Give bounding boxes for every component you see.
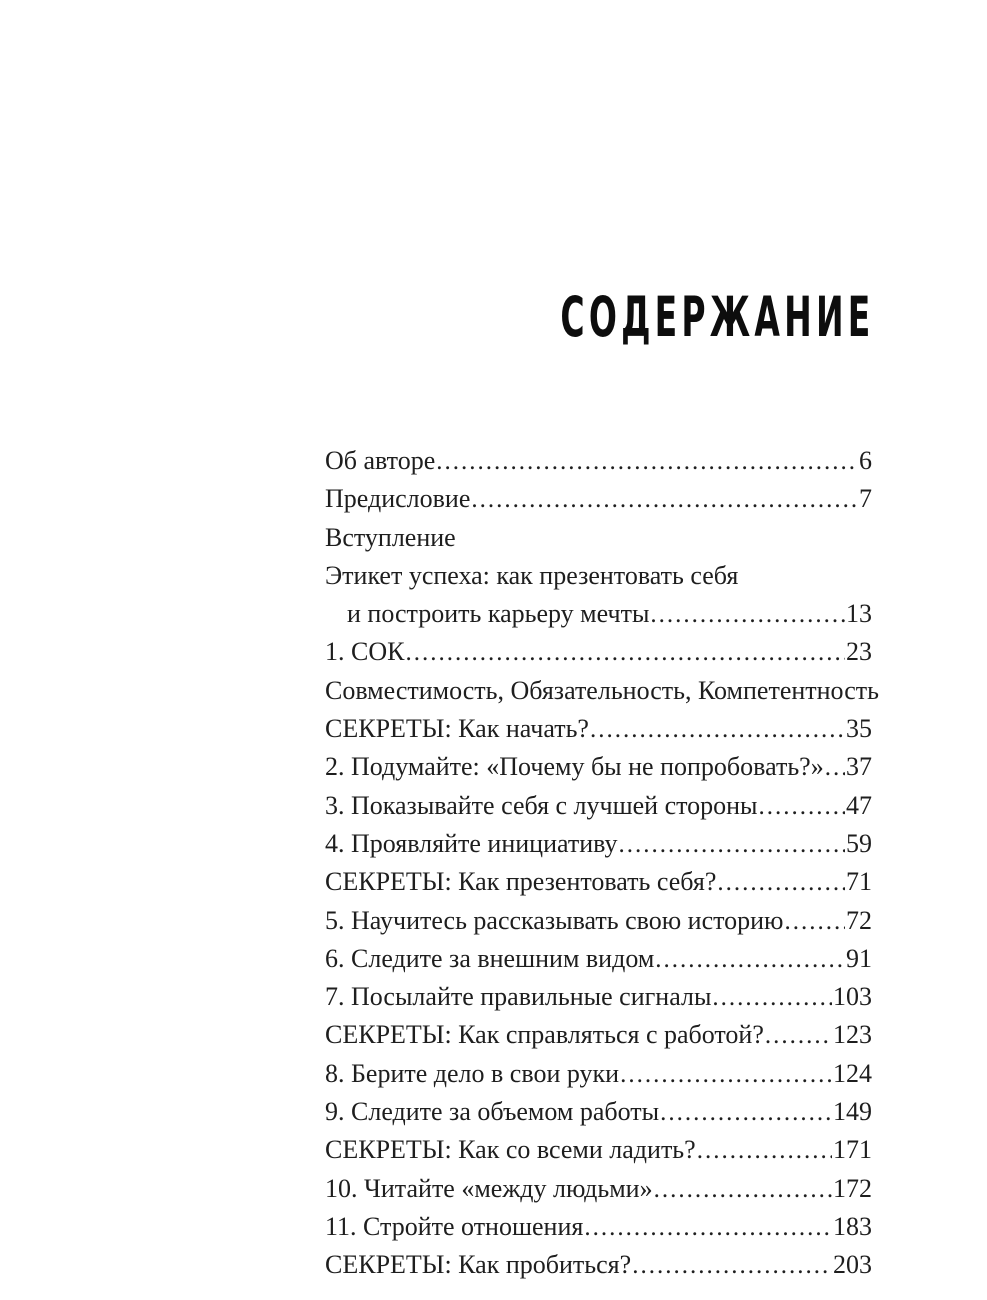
- toc-dot-leader: [650, 595, 845, 634]
- toc-dot-leader: [471, 480, 858, 519]
- toc-entry: [325, 1016, 872, 1054]
- toc-entry-label: 6. Следите за внешним видом: [325, 943, 655, 973]
- toc-entry-label: 5. Научитесь рассказывать свою историю: [325, 905, 784, 935]
- toc-entry: [325, 442, 872, 480]
- toc-page-number: 171: [833, 1135, 872, 1165]
- toc-dot-leader: [784, 902, 845, 941]
- toc-entry: [325, 748, 872, 786]
- toc-dot-leader: [632, 1246, 832, 1285]
- toc-page-number: 35: [846, 714, 872, 744]
- toc-page-number: 59: [846, 828, 872, 858]
- toc-entry: [325, 978, 872, 1016]
- toc-dot-leader: [655, 940, 845, 979]
- toc-entry: [325, 902, 872, 940]
- toc-entry: [325, 1131, 872, 1169]
- toc-page-number: 7: [859, 484, 872, 514]
- toc-dot-leader: [717, 863, 845, 902]
- toc-entry-label: 2. Подумайте: «Почему бы не попробовать?»: [325, 752, 824, 782]
- toc-entry: [325, 519, 872, 557]
- toc-entry: [325, 672, 879, 710]
- toc-dot-leader: [619, 825, 845, 864]
- toc-dot-leader: [712, 978, 832, 1017]
- toc-dot-leader: [584, 1208, 832, 1247]
- toc-dot-leader: [436, 442, 858, 481]
- toc-dot-leader: [654, 1170, 832, 1209]
- toc-entry: [325, 1246, 872, 1284]
- toc-entry: [325, 595, 872, 633]
- toc-entry-label: Об авторе: [325, 446, 436, 475]
- toc-entry: [325, 633, 872, 671]
- toc-entry-label: Предисловие: [325, 484, 471, 514]
- toc-page-number: 47: [846, 790, 872, 820]
- toc-page-number: 71: [846, 867, 872, 897]
- toc-dot-leader: [405, 633, 845, 672]
- toc-dot-leader: [697, 1131, 832, 1170]
- toc-page-number: 103: [833, 982, 872, 1012]
- toc-dot-leader: [660, 1093, 832, 1132]
- toc-dot-leader: [620, 1055, 832, 1094]
- toc-entry: [325, 1208, 872, 1246]
- toc-page-number: 23: [846, 637, 872, 667]
- toc-entry: [325, 1055, 872, 1093]
- toc-entry: [325, 863, 872, 901]
- toc-entry-label: СЕКРЕТЫ: Как со всеми ладить?: [325, 1135, 696, 1165]
- toc-page-number: 13: [846, 599, 872, 629]
- toc-entry-label: 1. СОК: [325, 637, 405, 667]
- toc-page-number: 72: [846, 905, 872, 935]
- toc-entry-label: 11. Стройте отношения: [325, 1211, 584, 1241]
- toc-dot-leader: [590, 710, 845, 749]
- toc-entry: [325, 480, 872, 518]
- toc-page-number: 124: [833, 1058, 872, 1088]
- toc-entry: [325, 1170, 872, 1208]
- toc-entry-label: и построить карьеру мечты: [347, 599, 650, 629]
- toc-page-number: 91: [846, 943, 872, 973]
- toc-page-number: 203: [833, 1250, 872, 1280]
- toc-dot-leader: [765, 1016, 832, 1055]
- toc-entry-label: СЕКРЕТЫ: Как пробиться?: [325, 1250, 632, 1280]
- toc-list: [325, 442, 879, 1285]
- toc-entry-label: Этикет успеха: как презентовать себя: [325, 560, 739, 590]
- toc-entry-label: 3. Показывайте себя с лучшей стороны: [325, 790, 758, 820]
- toc-entry: [325, 1093, 872, 1131]
- toc-entry: [325, 787, 872, 825]
- toc-entry-label: СЕКРЕТЫ: Как начать?: [325, 714, 589, 744]
- page-title: СОДЕРЖАНИЕ: [560, 284, 875, 349]
- toc-entry-label: 10. Читайте «между людьми»: [325, 1173, 653, 1203]
- toc-entry-label: СЕКРЕТЫ: Как справляться с работой?: [325, 1020, 764, 1050]
- toc-page-number: 37: [846, 752, 872, 782]
- toc-dot-leader: [825, 748, 845, 787]
- toc-page-number: 6: [859, 446, 872, 475]
- toc-entry-label: 8. Берите дело в свои руки: [325, 1058, 620, 1088]
- toc-page-number: 172: [833, 1173, 872, 1203]
- toc-page-number: 149: [833, 1097, 872, 1127]
- toc-entry-label: СЕКРЕТЫ: Как презентовать себя?: [325, 867, 717, 897]
- toc-entry-label: Вступление: [325, 522, 456, 552]
- toc-entry-label: 4. Проявляйте инициативу: [325, 828, 618, 858]
- toc-entry-label: 7. Посылайте правильные сигналы: [325, 982, 712, 1012]
- toc-entry: [325, 710, 872, 748]
- toc-entry: [325, 940, 872, 978]
- toc-entry: [325, 825, 872, 863]
- toc-entry-label: Совместимость, Обязательность, Компетентность: [325, 675, 879, 705]
- toc-entry: [325, 557, 872, 595]
- toc-page-number: 183: [833, 1211, 872, 1241]
- toc-entry-label: 9. Следите за объемом работы: [325, 1097, 660, 1127]
- toc-dot-leader: [759, 787, 845, 826]
- toc-page-number: 123: [833, 1020, 872, 1050]
